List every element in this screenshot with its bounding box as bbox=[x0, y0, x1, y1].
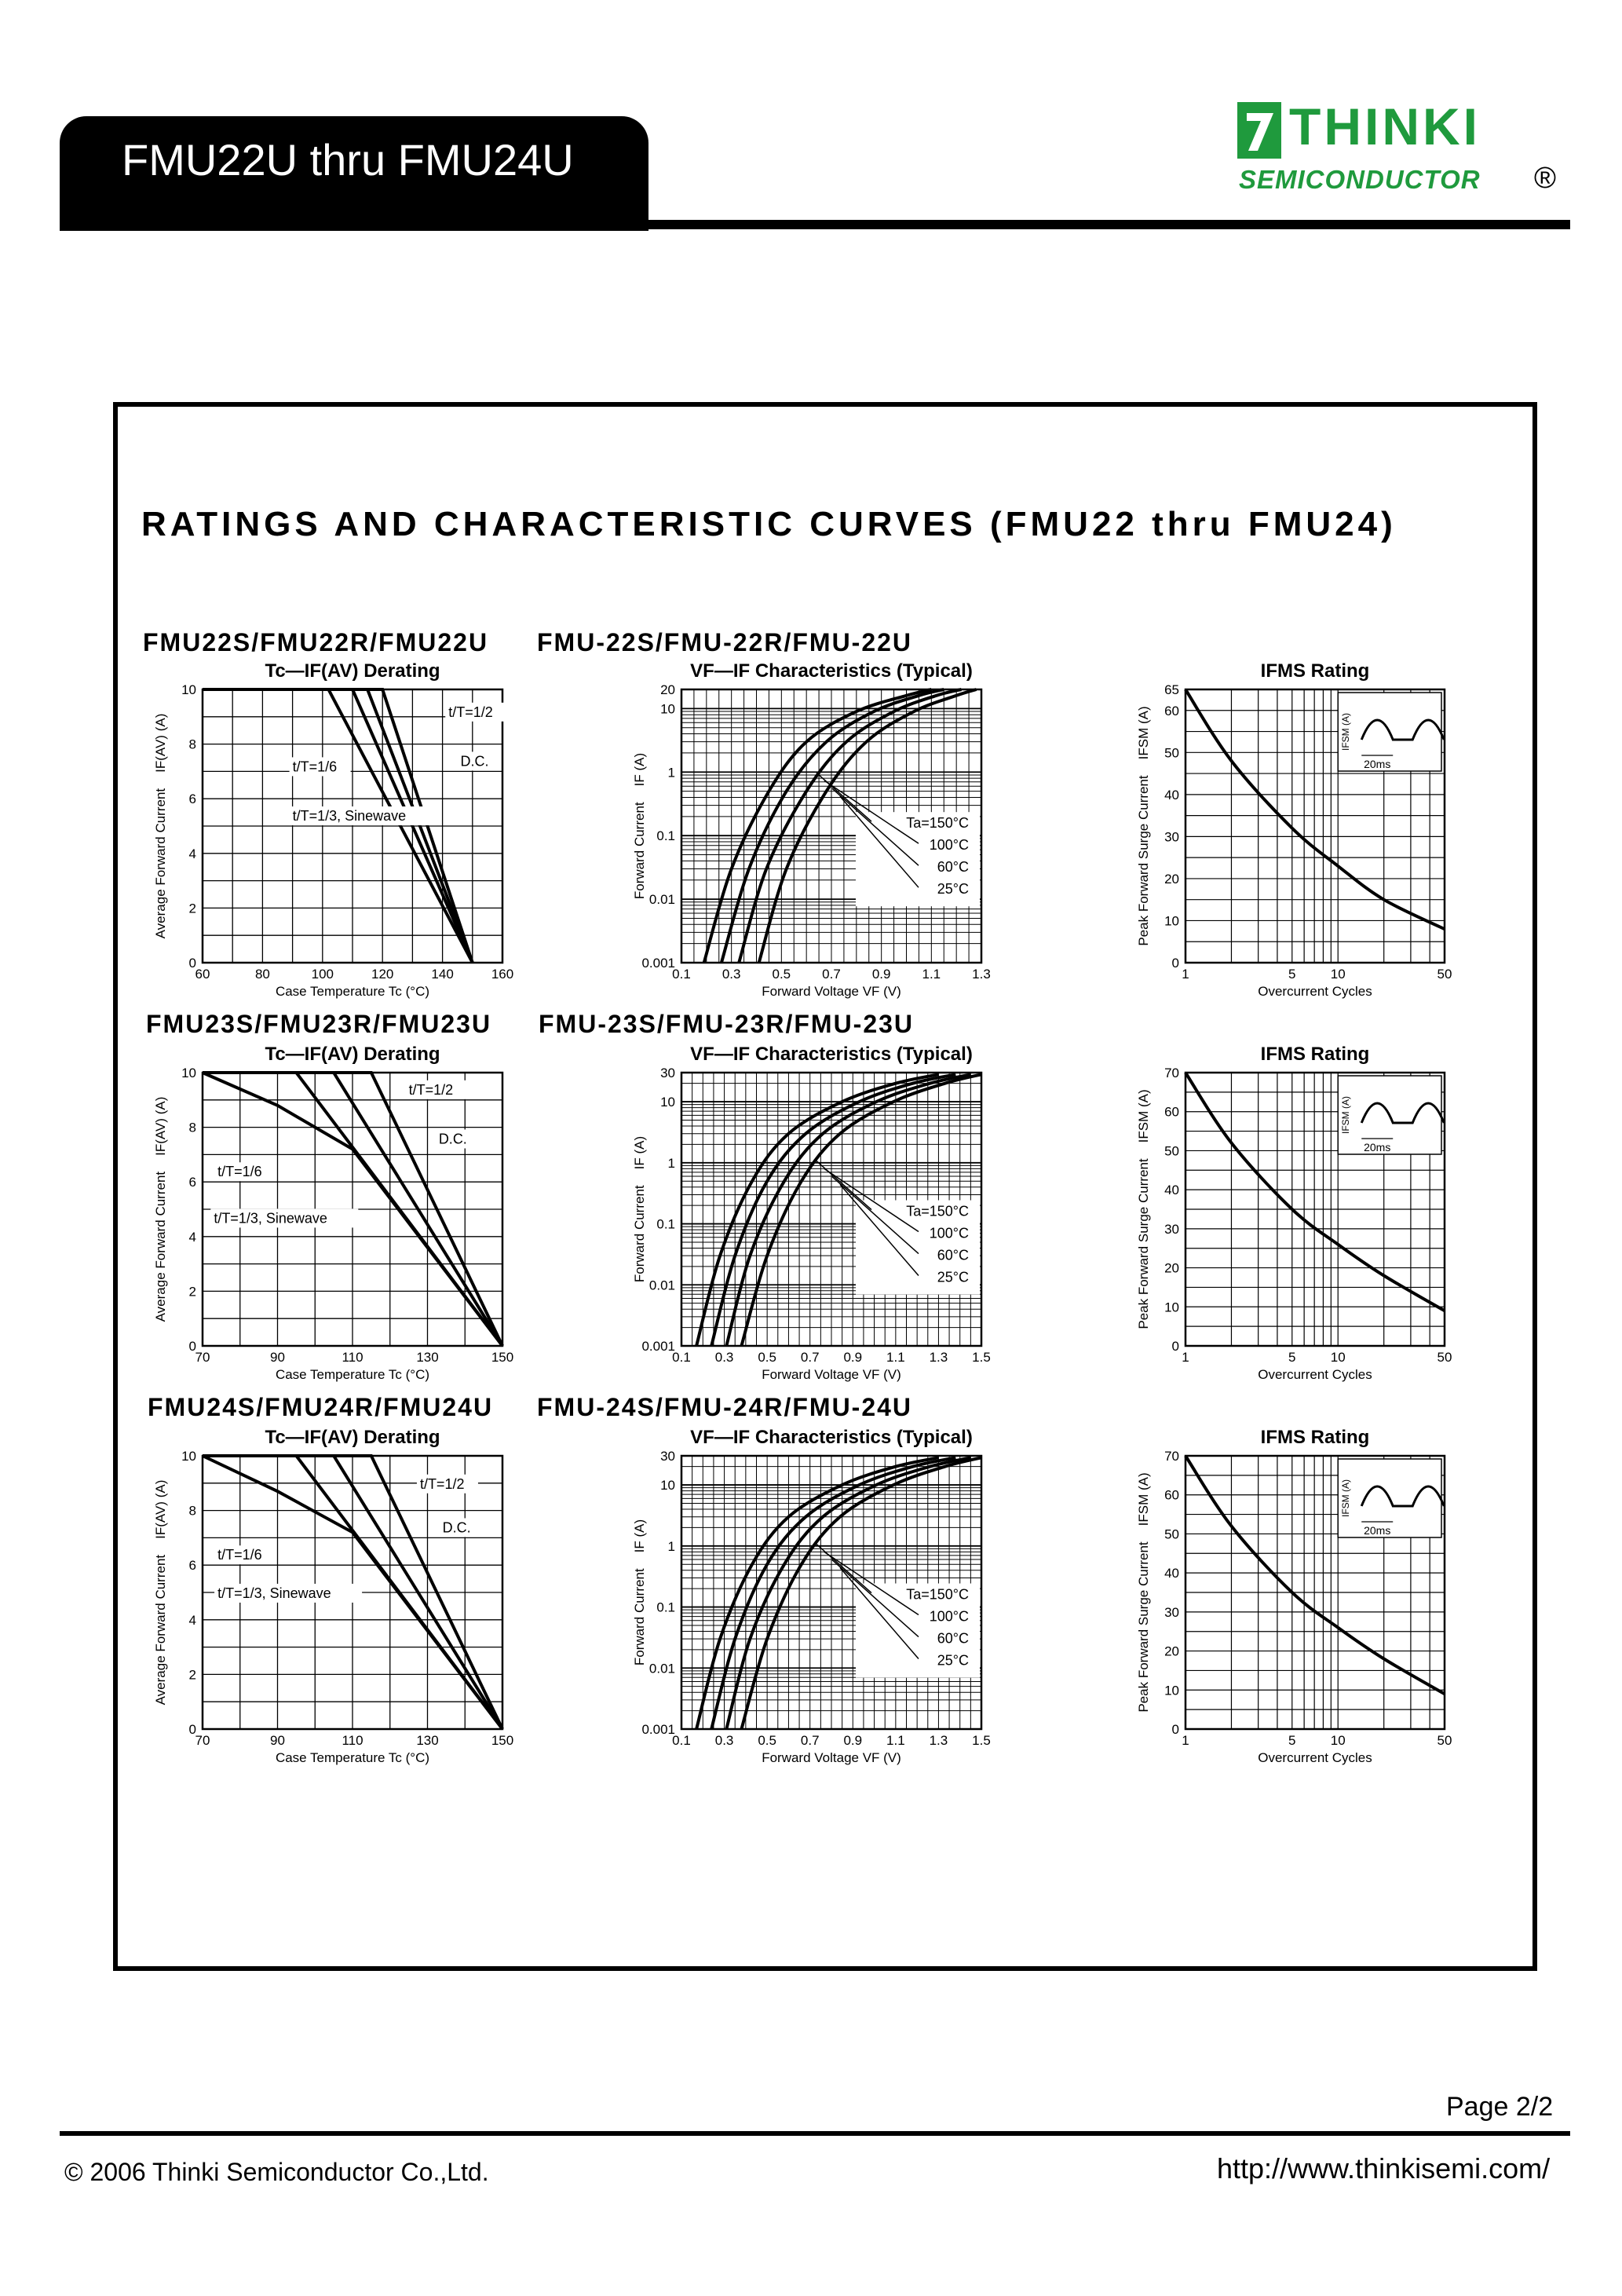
x-axis-label: Forward Voltage VF (V) bbox=[762, 1750, 901, 1765]
y-axis-label-main: Forward Current bbox=[632, 1185, 647, 1283]
y-tick-label: 10 bbox=[1164, 913, 1179, 929]
legend-label: 25°C bbox=[937, 881, 969, 898]
x-tick-label: 50 bbox=[1437, 967, 1452, 982]
x-tick-label: 1 bbox=[1182, 1350, 1189, 1365]
curve-annotation: t/T=1/3, Sinewave bbox=[217, 1585, 331, 1601]
x-tick-label: 150 bbox=[491, 1350, 514, 1365]
curve-annotation: t/T=1/3, Sinewave bbox=[214, 1210, 327, 1227]
y-tick-label: 40 bbox=[1164, 1566, 1179, 1581]
x-tick-label: 1.1 bbox=[886, 1350, 905, 1365]
x-tick-label: 1.3 bbox=[972, 967, 991, 982]
y-tick-label: 30 bbox=[1164, 1604, 1179, 1620]
x-tick-label: 10 bbox=[1330, 967, 1346, 982]
section-title: RATINGS AND CHARACTERISTIC CURVES (FMU22 thru FMU24) bbox=[141, 505, 1397, 543]
y-tick-label: 0 bbox=[1171, 1339, 1179, 1354]
x-axis-label: Case Temperature Tc (°C) bbox=[275, 1750, 430, 1765]
y-axis-label-main: Average Forward Current bbox=[153, 1554, 168, 1706]
legend-label: 100°C bbox=[929, 1225, 969, 1241]
y-tick-label: 30 bbox=[660, 1066, 675, 1080]
legend-label: 25°C bbox=[937, 1269, 969, 1285]
x-tick-label: 90 bbox=[270, 1350, 285, 1365]
y-axis-label-symbol: IFSM (A) bbox=[1136, 1089, 1151, 1143]
x-tick-label: 0.3 bbox=[714, 1733, 734, 1748]
y-tick-label: 70 bbox=[1164, 1066, 1179, 1080]
inset-label: 20ms bbox=[1364, 1141, 1391, 1153]
y-tick-label: 20 bbox=[660, 682, 675, 697]
legend-label: 100°C bbox=[929, 837, 969, 854]
y-tick-label: 20 bbox=[1164, 1260, 1179, 1276]
y-tick-label: 0.1 bbox=[656, 1600, 675, 1615]
document-title: FMU22U thru FMU24U bbox=[122, 135, 574, 185]
y-tick-label: 4 bbox=[188, 846, 196, 861]
x-tick-label: 1.1 bbox=[886, 1733, 905, 1748]
logo-wordmark: THINKI bbox=[1289, 97, 1481, 155]
y-tick-label: 8 bbox=[188, 1120, 196, 1135]
x-tick-label: 5 bbox=[1288, 967, 1296, 982]
y-tick-label: 30 bbox=[1164, 1221, 1179, 1237]
inset-y-label: IFSM (A) bbox=[1340, 1479, 1352, 1517]
x-tick-label: 50 bbox=[1437, 1350, 1452, 1365]
x-tick-label: 130 bbox=[416, 1350, 439, 1365]
x-tick-label: 0.1 bbox=[672, 967, 691, 982]
x-tick-label: 1.5 bbox=[972, 1733, 991, 1748]
x-tick-label: 1.1 bbox=[922, 967, 941, 982]
curve-annotation: t/T=1/6 bbox=[217, 1164, 262, 1180]
y-tick-label: 20 bbox=[1164, 1643, 1179, 1659]
x-tick-label: 110 bbox=[342, 1733, 363, 1748]
website-link[interactable]: http://www.thinkisemi.com/ bbox=[1217, 2152, 1551, 2184]
y-axis-label-main: Forward Current bbox=[632, 1568, 647, 1666]
x-tick-label: 10 bbox=[1330, 1733, 1346, 1748]
y-tick-label: 0 bbox=[188, 1722, 196, 1737]
y-tick-label: 10 bbox=[1164, 1683, 1179, 1698]
y-tick-label: 10 bbox=[1164, 1300, 1179, 1315]
thinki-logo-icon bbox=[1237, 102, 1281, 159]
chart-title: Tc—IF(AV) Derating bbox=[265, 660, 440, 682]
y-tick-label: 6 bbox=[188, 1558, 196, 1574]
inset-label: 20ms bbox=[1364, 758, 1391, 770]
x-tick-label: 0.9 bbox=[871, 967, 891, 982]
logo-subtitle: SEMICONDUCTOR bbox=[1239, 165, 1481, 194]
x-tick-label: 1.5 bbox=[972, 1350, 991, 1365]
copyright-text: © 2006 Thinki Semiconductor Co.,Ltd. bbox=[64, 2158, 489, 2186]
vf-if-chart-row-0 bbox=[620, 656, 997, 1002]
y-tick-label: 50 bbox=[1164, 1526, 1179, 1542]
y-tick-label: 30 bbox=[1164, 829, 1179, 845]
y-axis-label bbox=[1136, 1089, 1151, 1329]
curve-annotation: D.C. bbox=[442, 1519, 471, 1536]
vf-if-chart-row-1 bbox=[620, 1040, 997, 1385]
x-tick-label: 5 bbox=[1288, 1733, 1296, 1748]
y-tick-label: 8 bbox=[188, 737, 196, 752]
y-axis-label bbox=[632, 1519, 647, 1665]
y-tick-label: 20 bbox=[1164, 871, 1179, 887]
y-axis-label bbox=[1136, 706, 1151, 945]
x-axis-label: Overcurrent Cycles bbox=[1258, 1750, 1372, 1765]
chart-title: IFMS Rating bbox=[1260, 1427, 1370, 1448]
inset-y-label: IFSM (A) bbox=[1340, 713, 1352, 751]
y-tick-label: 1 bbox=[667, 765, 675, 781]
y-tick-label: 2 bbox=[188, 1284, 196, 1300]
y-axis-label-symbol: IF (A) bbox=[632, 752, 647, 787]
y-axis-label bbox=[632, 1136, 647, 1282]
chart-title: Tc—IF(AV) Derating bbox=[265, 1427, 440, 1448]
y-tick-label: 1 bbox=[667, 1155, 675, 1171]
y-tick-label: 0.01 bbox=[648, 1278, 675, 1293]
inset-label: 20ms bbox=[1364, 1524, 1391, 1537]
y-tick-label: 40 bbox=[1164, 1183, 1179, 1198]
y-tick-label: 10 bbox=[660, 1095, 675, 1110]
y-axis-label-symbol: IF (A) bbox=[632, 1135, 647, 1170]
x-tick-label: 130 bbox=[416, 1733, 439, 1748]
x-tick-label: 0.7 bbox=[800, 1733, 820, 1748]
x-tick-label: 0.5 bbox=[758, 1350, 776, 1365]
derating-chart-row-1 bbox=[141, 1040, 518, 1385]
y-axis-label bbox=[153, 1480, 168, 1706]
x-tick-label: 160 bbox=[491, 967, 514, 982]
y-tick-label: 0.01 bbox=[648, 1661, 675, 1676]
y-axis-label-symbol: IF(AV) (A) bbox=[153, 713, 168, 773]
chart-title: Tc—IF(AV) Derating bbox=[265, 1044, 440, 1065]
y-axis-label bbox=[153, 714, 168, 939]
derating-chart-row-0 bbox=[141, 656, 518, 1002]
y-tick-label: 10 bbox=[181, 1066, 196, 1080]
x-tick-label: 70 bbox=[195, 1733, 210, 1748]
x-tick-label: 0.1 bbox=[672, 1350, 691, 1365]
x-tick-label: 100 bbox=[311, 967, 334, 982]
y-tick-label: 8 bbox=[188, 1503, 196, 1519]
row-0-mid-heading: FMU-22S/FMU-22R/FMU-22U bbox=[537, 628, 913, 656]
y-tick-label: 4 bbox=[188, 1612, 196, 1628]
x-tick-label: 0.9 bbox=[843, 1350, 863, 1365]
curve-annotation: t/T=1/2 bbox=[419, 1475, 465, 1492]
y-tick-label: 0.1 bbox=[656, 828, 675, 844]
legend-label: Ta=150°C bbox=[906, 1586, 969, 1603]
x-tick-label: 70 bbox=[195, 1350, 210, 1365]
y-tick-label: 0 bbox=[188, 1339, 196, 1354]
x-tick-label: 60 bbox=[195, 967, 210, 982]
curve-annotation: t/T=1/6 bbox=[292, 759, 338, 775]
y-tick-label: 70 bbox=[1164, 1449, 1179, 1464]
y-tick-label: 1 bbox=[667, 1538, 675, 1554]
y-tick-label: 10 bbox=[181, 1449, 196, 1464]
x-tick-label: 140 bbox=[431, 967, 454, 982]
y-tick-label: 4 bbox=[188, 1229, 196, 1245]
registered-mark: ® bbox=[1534, 162, 1556, 195]
curve-annotation: t/T=1/3, Sinewave bbox=[292, 808, 407, 824]
y-tick-label: 60 bbox=[1164, 1104, 1179, 1120]
y-axis-label-main: Peak Forward Surge Current bbox=[1136, 775, 1151, 946]
y-tick-label: 0.01 bbox=[648, 892, 675, 908]
legend-label: 100°C bbox=[929, 1608, 969, 1625]
x-tick-label: 1.3 bbox=[929, 1350, 948, 1365]
y-tick-label: 10 bbox=[181, 682, 196, 697]
chart-title: VF—IF Characteristics (Typical) bbox=[690, 1044, 973, 1065]
x-tick-label: 0.7 bbox=[822, 967, 841, 982]
y-tick-label: 65 bbox=[1164, 682, 1179, 697]
y-tick-label: 40 bbox=[1164, 787, 1179, 803]
y-tick-label: 0.001 bbox=[641, 1339, 675, 1354]
vf-if-chart-row-2 bbox=[620, 1423, 997, 1768]
header-rule bbox=[60, 220, 1570, 229]
curve-annotation: D.C. bbox=[460, 753, 489, 770]
y-axis-label-main: Peak Forward Surge Current bbox=[1136, 1158, 1151, 1329]
y-tick-label: 30 bbox=[660, 1449, 675, 1464]
y-axis-label-symbol: IF(AV) (A) bbox=[153, 1096, 168, 1156]
y-tick-label: 2 bbox=[188, 1667, 196, 1683]
y-tick-label: 0.001 bbox=[641, 956, 675, 971]
y-tick-label: 10 bbox=[660, 701, 675, 717]
derating-chart-row-2 bbox=[141, 1423, 518, 1768]
x-axis-label: Forward Voltage VF (V) bbox=[762, 1367, 901, 1382]
curve-annotation: t/T=1/2 bbox=[408, 1081, 454, 1098]
x-axis-label: Case Temperature Tc (°C) bbox=[275, 1367, 430, 1382]
x-tick-label: 120 bbox=[371, 967, 394, 982]
y-axis-label-main: Peak Forward Surge Current bbox=[1136, 1541, 1151, 1713]
x-tick-label: 0.7 bbox=[800, 1350, 820, 1365]
chart-title: VF—IF Characteristics (Typical) bbox=[690, 1427, 973, 1448]
y-tick-label: 0 bbox=[1171, 1722, 1179, 1737]
y-axis-label bbox=[632, 753, 647, 899]
x-tick-label: 110 bbox=[342, 1350, 363, 1365]
legend-label: Ta=150°C bbox=[906, 1203, 969, 1219]
row-1-mid-heading: FMU-23S/FMU-23R/FMU-23U bbox=[539, 1010, 915, 1038]
legend-label: 25°C bbox=[937, 1652, 969, 1669]
footer-rule bbox=[60, 2131, 1570, 2136]
curve-annotation: D.C. bbox=[438, 1131, 467, 1147]
x-axis-label: Overcurrent Cycles bbox=[1258, 984, 1372, 999]
y-axis-label-main: Forward Current bbox=[632, 802, 647, 900]
y-axis-label-symbol: IF (A) bbox=[632, 1519, 647, 1553]
y-axis-label-main: Average Forward Current bbox=[153, 1171, 168, 1322]
legend-label: 60°C bbox=[937, 859, 969, 876]
curve-annotation: t/T=1/6 bbox=[217, 1547, 262, 1563]
row-2-mid-heading: FMU-24S/FMU-24R/FMU-24U bbox=[537, 1393, 913, 1421]
x-tick-label: 0.1 bbox=[672, 1733, 691, 1748]
chart-title: IFMS Rating bbox=[1260, 660, 1370, 682]
y-tick-label: 50 bbox=[1164, 1143, 1179, 1159]
x-tick-label: 0.5 bbox=[758, 1733, 776, 1748]
x-tick-label: 10 bbox=[1330, 1350, 1346, 1365]
x-tick-label: 50 bbox=[1437, 1733, 1452, 1748]
y-axis-label-symbol: IFSM (A) bbox=[1136, 1472, 1151, 1526]
x-axis-label: Overcurrent Cycles bbox=[1258, 1367, 1372, 1382]
x-tick-label: 90 bbox=[270, 1733, 285, 1748]
y-axis-label-main: Average Forward Current bbox=[153, 788, 168, 939]
surge-rating-chart-row-1 bbox=[1131, 1040, 1476, 1385]
y-axis-label bbox=[153, 1097, 168, 1322]
x-tick-label: 80 bbox=[254, 967, 270, 982]
y-axis-label bbox=[1136, 1472, 1151, 1712]
y-tick-label: 10 bbox=[660, 1478, 675, 1493]
x-tick-label: 150 bbox=[491, 1733, 514, 1748]
row-2-left-heading: FMU24S/FMU24R/FMU24U bbox=[148, 1393, 494, 1421]
page-number: Page 2/2 bbox=[1446, 2092, 1554, 2122]
chart-title: VF—IF Characteristics (Typical) bbox=[690, 660, 973, 682]
y-tick-label: 60 bbox=[1164, 703, 1179, 718]
x-tick-label: 0.9 bbox=[843, 1733, 863, 1748]
x-tick-label: 1.3 bbox=[929, 1733, 948, 1748]
x-tick-label: 0.3 bbox=[721, 967, 741, 982]
x-axis-label: Forward Voltage VF (V) bbox=[762, 984, 901, 999]
y-tick-label: 0.1 bbox=[656, 1216, 675, 1232]
y-tick-label: 6 bbox=[188, 1175, 196, 1190]
curve-annotation: t/T=1/2 bbox=[448, 704, 493, 720]
row-1-left-heading: FMU23S/FMU23R/FMU23U bbox=[146, 1010, 492, 1038]
y-tick-label: 0 bbox=[1171, 956, 1179, 971]
surge-rating-chart-row-2 bbox=[1131, 1423, 1476, 1768]
y-tick-label: 0 bbox=[188, 956, 196, 971]
legend-label: 60°C bbox=[937, 1630, 969, 1647]
surge-rating-chart-row-0 bbox=[1131, 656, 1476, 1002]
x-tick-label: 0.5 bbox=[772, 967, 791, 982]
x-axis-label: Case Temperature Tc (°C) bbox=[275, 984, 430, 999]
row-0-left-heading: FMU22S/FMU22R/FMU22U bbox=[143, 628, 489, 656]
y-tick-label: 6 bbox=[188, 792, 196, 807]
y-tick-label: 50 bbox=[1164, 745, 1179, 761]
inset-y-label: IFSM (A) bbox=[1340, 1096, 1352, 1134]
y-axis-label-symbol: IFSM (A) bbox=[1136, 706, 1151, 760]
y-tick-label: 0.001 bbox=[641, 1722, 675, 1737]
chart-title: IFMS Rating bbox=[1260, 1044, 1370, 1065]
x-tick-label: 1 bbox=[1182, 1733, 1189, 1748]
legend-label: Ta=150°C bbox=[906, 815, 969, 832]
y-tick-label: 60 bbox=[1164, 1487, 1179, 1503]
x-tick-label: 5 bbox=[1288, 1350, 1296, 1365]
y-tick-label: 2 bbox=[188, 901, 196, 916]
x-tick-label: 0.3 bbox=[714, 1350, 734, 1365]
x-tick-label: 1 bbox=[1182, 967, 1189, 982]
legend-label: 60°C bbox=[937, 1247, 969, 1263]
y-axis-label-symbol: IF(AV) (A) bbox=[153, 1479, 168, 1539]
